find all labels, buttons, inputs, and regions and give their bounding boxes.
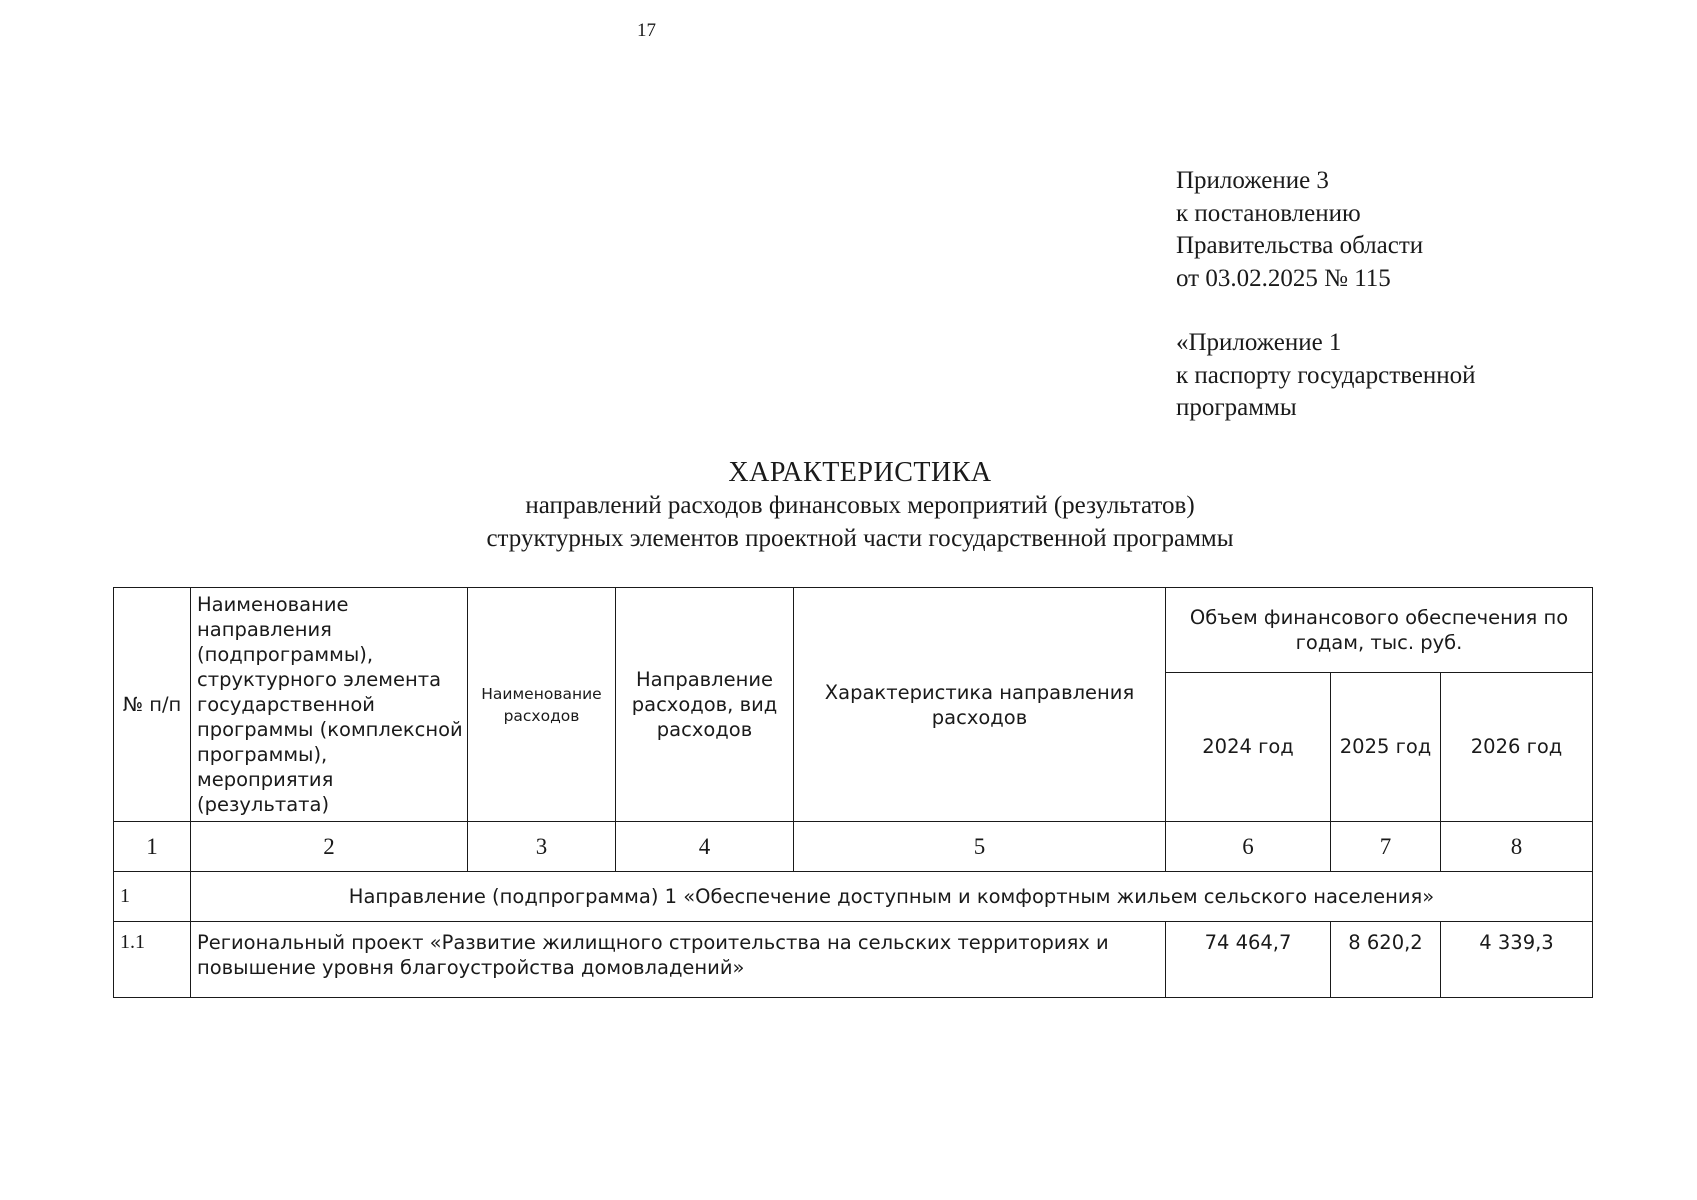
column-number: 2 — [191, 822, 468, 872]
appendix-line: к паспорту государственной — [1176, 361, 1476, 389]
appendix-line: «Приложение 1 — [1176, 329, 1342, 356]
header-year-2026: 2026 год — [1441, 672, 1593, 822]
appendix-line: от 03.02.2025 № 115 — [1176, 264, 1391, 292]
column-number: 8 — [1441, 822, 1593, 872]
appendix-block — [1176, 165, 1476, 425]
row-name: Региональный проект «Развитие жилищного строительства на сельских территориях и повышение уровня благоустройства домовладений» — [191, 922, 1166, 998]
column-number: 1 — [114, 822, 191, 872]
header-finance-group: Объем финансового обеспечения по годам, тыс. руб. — [1166, 588, 1593, 673]
appendix-line: Приложение 3 — [1176, 167, 1329, 194]
table-row — [114, 922, 1593, 998]
appendix-line: к постановлению — [1176, 199, 1361, 227]
page-number: 17 — [637, 20, 656, 41]
row-number: 1.1 — [114, 922, 191, 998]
spending-table — [113, 587, 1593, 998]
column-number: 7 — [1331, 822, 1441, 872]
header-year-2024: 2024 год — [1166, 672, 1331, 822]
section-row — [114, 872, 1593, 922]
header-expense-name: Наименование расходов — [468, 588, 616, 822]
header-characteristic: Характеристика направления расходов — [794, 588, 1166, 822]
header-row — [114, 588, 1593, 673]
section-number: 1 — [114, 872, 191, 922]
column-number: 4 — [616, 822, 794, 872]
title-subtitle: направлений расходов финансовых мероприятий (результатов) — [525, 492, 1195, 519]
header-expense-direction: Направление расходов, вид расходов — [616, 588, 794, 822]
appendix-gap — [1176, 295, 1476, 327]
appendix-line: программы — [1176, 394, 1297, 421]
column-number: 5 — [794, 822, 1166, 872]
header-direction-name: Наименование направления (подпрограммы), структурного элемента государственной программы (комплексной программы), мероприятия (результата) — [191, 588, 468, 822]
numbering-row — [114, 822, 1593, 872]
section-title: Направление (подпрограмма) 1 «Обеспечение доступным и комфортным жильем сельского населения» — [191, 872, 1593, 922]
document-title — [0, 456, 1697, 555]
title-main: ХАРАКТЕРИСТИКА — [728, 457, 992, 488]
column-number: 3 — [468, 822, 616, 872]
title-subtitle: структурных элементов проектной части государственной программы — [486, 525, 1234, 552]
row-value-2024: 74 464,7 — [1166, 922, 1331, 998]
row-value-2026: 4 339,3 — [1441, 922, 1593, 998]
column-number: 6 — [1166, 822, 1331, 872]
row-value-2025: 8 620,2 — [1331, 922, 1441, 998]
appendix-line: Правительства области — [1176, 232, 1424, 259]
header-year-2025: 2025 год — [1331, 672, 1441, 822]
header-number: № п/п — [114, 588, 191, 822]
